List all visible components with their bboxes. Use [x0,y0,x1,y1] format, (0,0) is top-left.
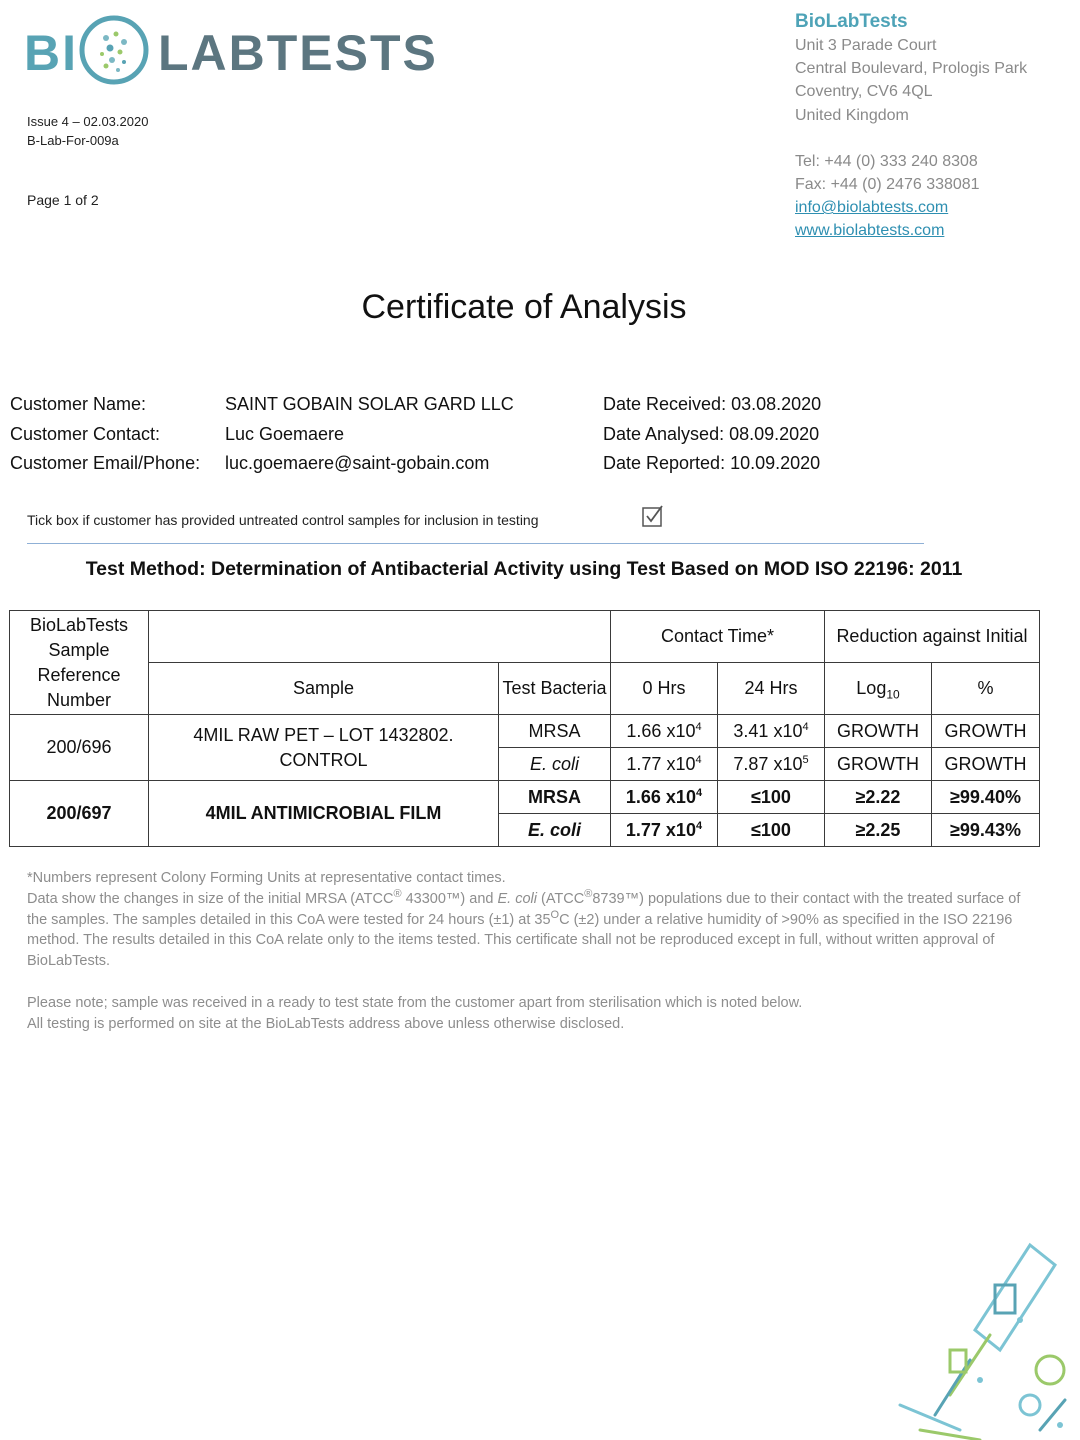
header-blank [149,611,611,663]
log-subscript: 10 [886,687,900,702]
logo-text-bi: BI [24,25,78,81]
cell-log: GROWTH [825,715,932,748]
checked-checkbox-icon[interactable] [642,505,664,527]
header-0-hrs: 0 Hrs [611,663,718,715]
cell-0-hrs: 1.77 $x10^4$ [611,814,718,847]
onsite-note: All testing is performed on site at the BioLabTests address above unless otherwise disclosed. [27,1015,625,1032]
company-fax: Fax: +44 (0) 2476 338081 [795,176,980,194]
cell-sample: 4MIL RAW PET – LOT 1432802. CONTROL [149,715,499,781]
cell-percent: GROWTH [932,748,1040,781]
data-description: Data show the changes in size of the initial MRSA (ATCC® 43300™) and E. coli (ATCC®8739™) populations due to their contact with the treated surface of the samples. The samples detailed in this CoA were tested for 24 hours (±1) at $35^OC$ (±2) under a relative humidity of >90% as specified in the ISO 22196 method. The results detailed in this CoA relate only to the items tested. This certificate shall not be reproduced except in full, without written approval of BioLabTests. [27,887,1021,970]
header-contact-time: Contact Time* [611,611,825,663]
customer-contact: Luc Goemaere [225,423,345,444]
issue-date: Issue 4 – 02.03.2020 [27,114,149,129]
form-code: B-Lab-For-009a [27,133,119,148]
cell-bacteria: MRSA [499,715,611,748]
table-header-row [10,663,1040,715]
customer-name-label: Customer Name: [10,394,147,414]
customer-contact-label: Customer Contact: [10,423,161,444]
table-row [10,715,1040,748]
biolabtests-logo [24,10,444,90]
cell-24-hrs: ≤100 [718,814,825,847]
cell-24-hrs: 3.41 $x10^4$ [718,715,825,748]
cell-log: ≥2.25 [825,814,932,847]
control-samples-text: Tick box if customer has provided untreated control samples for inclusion in testing [27,512,539,528]
header-reference-number: BioLabTests Sample Reference Number [10,611,149,715]
page-title: Certificate of Analysis [361,288,687,326]
logo-text-labtests: LABTESTS [158,25,438,81]
cell-reference: 200/696 [10,715,149,781]
date-received: 03.08.2020 [731,394,822,414]
page-number: Page 1 of 2 [27,192,99,208]
cell-log: ≥2.22 [825,781,932,814]
customer-labels [10,390,200,479]
address-line: Central Boulevard, Prologis Park [795,60,1028,78]
results-table [9,610,1040,847]
log-base: Log [856,678,887,698]
cell-24-hrs: 7.87 $x10^5$ [718,748,825,781]
cell-percent: GROWTH [932,715,1040,748]
cell-reference: 200/697 [10,781,149,847]
table-header-row [10,611,1040,663]
address-line: Coventry, CV6 4QL [795,83,933,101]
company-website-link[interactable]: www.biolabtests.com [795,222,945,240]
header-24-hrs: 24 Hrs [718,663,825,715]
logo-circle-icon [78,14,150,86]
customer-values [225,390,514,479]
date-received-label: Date Received: [603,394,727,414]
cell-sample: 4MIL ANTIMICROBIAL FILM [149,781,499,847]
cell-0-hrs: 1.66 $x10^4$ [611,781,718,814]
date-analysed: 08.09.2020 [729,423,820,444]
divider [27,543,924,544]
cell-percent: ≥99.40% [932,781,1040,814]
cell-log: GROWTH [825,748,932,781]
cell-bacteria: E. coli [499,748,611,781]
company-email-link[interactable]: info@biolabtests.com [795,199,949,217]
header-test-bacteria: Test Bacteria [499,663,611,715]
header-reduction: Reduction against Initial [825,611,1040,663]
cell-percent: ≥99.43% [932,814,1040,847]
microscope-illustration-icon [880,1230,1080,1440]
address-line: United Kingdom [795,106,909,124]
company-name: BioLabTests [795,11,908,32]
cell-bacteria: MRSA [499,781,611,814]
notes-block [27,868,1027,1035]
address-line: Unit 3 Parade Court [795,37,937,54]
cell-0-hrs: 1.77 $x10^4$ [611,748,718,781]
date-reported-label: Date Reported: [603,453,726,473]
header-log10 [825,663,932,715]
customer-email: luc.goemaere@saint-gobain.com [225,453,490,473]
date-analysed-label: Date Analysed: [603,423,725,444]
footnote: *Numbers represent Colony Forming Units at representative contact times. [27,870,506,886]
company-address-block [795,10,1075,243]
customer-email-label: Customer Email/Phone: [10,453,201,473]
please-note: Please note; sample was received in a ready to test state from the customer apart from sterilisation which is noted below. [27,994,803,1011]
header-percent: % [932,663,1040,715]
date-reported: 10.09.2020 [730,453,821,473]
cell-bacteria: E. coli [499,814,611,847]
customer-name: SAINT GOBAIN SOLAR GARD LLC [225,394,514,414]
dates-block [603,390,821,479]
table-row [10,781,1040,814]
document-meta [27,112,148,150]
cell-24-hrs: ≤100 [718,781,825,814]
cell-0-hrs: 1.66 $x10^4$ [611,715,718,748]
header-sample: Sample [149,663,499,715]
company-tel: Tel: +44 (0) 333 240 8308 [795,152,978,170]
test-method-heading: Test Method: Determination of Antibacterial Activity using Test Based on MOD ISO 22196: 2011 [85,558,963,580]
